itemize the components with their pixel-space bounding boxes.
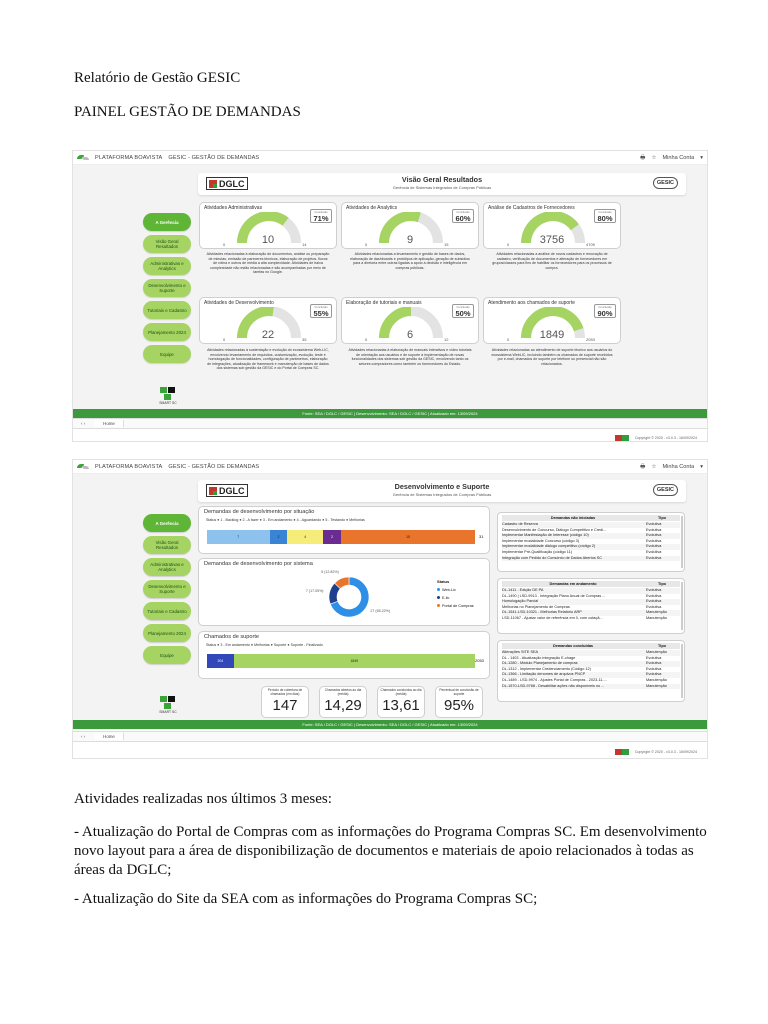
table-type-header[interactable]: Tipo <box>658 582 666 586</box>
dglc-logo: DGLC <box>206 484 248 497</box>
situacao-legend: Status ● 1 - Backlog ● 2 - A fazer ● 3 - Em andamento ● 4 - Aguardando ● 5 - Testando ● Melhorias <box>206 518 365 522</box>
gauge-percent-value: 60% <box>455 214 471 223</box>
table-cell-demand: Melhorias no Planejamento de Compras <box>502 604 570 609</box>
breadcrumb[interactable]: GESIC - GESTÃO DE DEMANDAS <box>168 154 260 161</box>
table-cell-demand: LSD-11067 - Ajustar valor de referência em 0, com cotaçã... <box>502 615 603 620</box>
table-cell-demand: Implementar Manifestação de Interesse (código 10) <box>502 533 589 538</box>
gauge-value: 9 <box>406 234 414 246</box>
gauge-min: 0 <box>223 337 226 342</box>
table-cell-type: Manutenção <box>646 650 667 654</box>
sidebar-item-visao-geral[interactable]: Visão Geral Resultados <box>143 235 191 253</box>
gauge-value: 22 <box>261 329 275 341</box>
table-cell-type: Evolutiva <box>646 604 662 609</box>
sidebar-item-desenvolvimento[interactable]: Desenvolvimento e Suporte <box>143 279 191 297</box>
gauge-title: Elaboração de tutoriais e manuais <box>346 300 422 306</box>
dashboard-subtitle: Gerência de Sistemas Integrados de Compras Públicas <box>392 185 492 190</box>
star-icon[interactable]: ☆ <box>651 154 657 161</box>
gauge-percent-label: Conclusão <box>314 210 328 214</box>
doc-title: Relatório de Gestão GESIC <box>74 70 241 86</box>
table-cell-type: Evolutiva <box>646 661 662 666</box>
dashboard-stage <box>73 474 707 730</box>
gauge-card <box>483 202 621 249</box>
table-title: Demandas concluídas <box>552 644 594 648</box>
table-cell-type: Evolutiva <box>646 593 662 598</box>
dashboard-stage <box>73 165 707 416</box>
footer-copyright: Copyright © 2020 - v3.0.3 - 16/09/2024 <box>615 435 697 441</box>
sidebar-item-administrativas[interactable]: Administrativas e Analytics <box>143 257 191 275</box>
gauge-description: Atividades relacionadas à elaboração de manuais interativos e vídeo tutoriais de orientação aos usuários e de suporte à implementação de novas funcionalidades dos sistemas sob gestão da GESIC, envolvendo tanto os setores compradores como também os fornecedores do Estado. <box>348 348 472 366</box>
sistema-title: Demandas de desenvolvimento por sistema <box>204 561 313 567</box>
table-body <box>498 522 684 561</box>
table-nao-iniciadas <box>497 512 685 572</box>
footer-copyright: Copyright © 2020 - v3.0.3 - 16/09/2024 <box>615 749 697 755</box>
kpi-percentual-value: 95% <box>443 696 475 714</box>
situacao-stacked-bar <box>207 530 475 544</box>
table-cell-demand: Cadastro de Reserva <box>502 522 538 526</box>
table-type-header[interactable]: Tipo <box>658 516 666 520</box>
gauge-percent-label: Conclusão <box>456 305 470 309</box>
chamados-card <box>198 631 490 679</box>
situacao-title: Demandas de desenvolvimento por situação <box>204 509 315 515</box>
smart-sc-label: SMART SC <box>159 401 177 405</box>
smart-sc-logo <box>157 387 179 405</box>
page-tabs <box>73 418 707 429</box>
bar-segment[interactable]: 2 <box>323 530 341 544</box>
table-body <box>498 650 684 689</box>
gauge-min: 0 <box>365 242 368 247</box>
chevron-down-icon[interactable]: ▾ <box>700 463 703 470</box>
dashboard-header <box>198 480 686 502</box>
smart-cube-icon <box>160 387 176 401</box>
tab-home[interactable]: Home <box>95 733 124 740</box>
sidebar-item-equipe[interactable]: Equipe <box>143 646 191 664</box>
gauge-max: 14 <box>302 242 307 247</box>
table-cell-type: Evolutiva <box>646 588 662 592</box>
dashboard-screenshot-2 <box>72 459 708 759</box>
gauge-max: 12 <box>444 337 449 342</box>
table-cell-demand: Homologação Parcial <box>502 599 539 604</box>
sidebar-item-tutoriais[interactable]: Tutoriais e Cadastro <box>143 602 191 620</box>
gauge-percent-box <box>310 209 332 223</box>
gauge-percent-value: 90% <box>597 309 613 318</box>
chamados-legend: Status ● 3 - Em andamento ● Melhorias ● Suporte ● Suporte - Finalizado <box>206 643 323 647</box>
dashboard-footer: Fonte: SEA / DGLC / GESIC | Desenvolvimento: SEA / DGLC / GESIC | Atualizado em: 13/09/2024 <box>73 409 707 418</box>
table-cell-type: Evolutiva <box>646 522 662 526</box>
sidebar-item-tutoriais[interactable]: Tutoriais e Cadastro <box>143 301 191 319</box>
platform-name[interactable]: PLATAFORMA BOAVISTA <box>95 154 163 161</box>
bar-segment[interactable]: 2 <box>270 530 288 544</box>
table-cell-type: Manutenção <box>646 610 667 615</box>
table-cell-type: Evolutiva <box>646 555 662 560</box>
gauge-percent-value: 55% <box>313 309 329 318</box>
dashboard-sidebar <box>143 514 191 668</box>
bar-segment[interactable]: 1849 <box>234 654 475 668</box>
table-type-header[interactable]: Tipo <box>658 644 666 648</box>
gauge-percent-label: Conclusão <box>598 210 612 214</box>
gauge-percent-box <box>452 209 474 223</box>
gauge-max: 4709 <box>586 242 595 247</box>
bar-segment[interactable]: 7 <box>207 530 270 544</box>
legend-item[interactable]: Web-Lic <box>437 586 474 594</box>
table-cell-type: Evolutiva <box>646 549 662 554</box>
gauge-title: Análise de Cadastros de Fornecedores <box>488 205 575 211</box>
situacao-total: 31 <box>479 534 484 539</box>
dglc-logo: DGLC <box>206 177 248 190</box>
table-cell-demand: DL-1280 - Módulo Planejamento de compras <box>502 661 578 666</box>
table-cell-type: Evolutiva <box>646 544 662 549</box>
table-cell-demand: DL-1490 | LSD-9913 - Integração Plano Anual de Compras ... <box>502 593 606 598</box>
table-cell-type: Evolutiva <box>646 666 662 671</box>
dashboard-footer: Fonte: SEA / DGLC / GESIC | Desenvolvimento: SEA / DGLC / GESIC | Atualizado em: 13/09/2024 <box>73 720 707 729</box>
gauge-card <box>341 202 479 249</box>
breadcrumb[interactable]: GESIC - GESTÃO DE DEMANDAS <box>168 463 260 470</box>
table-cell-demand: Implementar modalidade diálogo competitivo (código 2) <box>502 544 596 549</box>
situacao-card <box>198 506 490 554</box>
dashboard-title: Visão Geral Resultados <box>401 175 483 184</box>
table-cell-type: Evolutiva <box>646 538 662 543</box>
table-cell-type: Evolutiva <box>646 672 662 677</box>
sistema-legend-title: Status <box>437 579 450 584</box>
gauge-max: 2053 <box>586 337 595 342</box>
back-icon[interactable]: ‹ › <box>81 734 86 739</box>
chevron-down-icon[interactable]: ▾ <box>700 154 703 161</box>
platform-topbar <box>73 151 707 165</box>
table-cell-demand: Implementar Pré-Qualificação (código 11) <box>502 549 572 554</box>
donut-slice-label: 5 (12.82%) <box>321 570 339 575</box>
table-cell-demand: DL-1411 - Edição DE PA <box>502 588 544 592</box>
dashboard-subtitle: Gerência de Sistemas Integrados de Compras Públicas <box>392 492 492 497</box>
legend-dot-icon <box>437 596 440 599</box>
table-cell-type: Evolutiva <box>646 655 662 660</box>
table-title: Demandas em andamento <box>549 582 597 586</box>
legend-dot-icon <box>437 588 440 591</box>
gauge-title: Atividades de Analytics <box>346 205 398 211</box>
sidebar-item-desenvolvimento[interactable]: Desenvolvimento e Suporte <box>143 580 191 598</box>
gauge-min: 0 <box>223 242 226 247</box>
table-scrollbar[interactable] <box>681 644 683 698</box>
gauge-card <box>199 202 337 249</box>
table-cell-type: Manutenção <box>646 683 667 688</box>
gauge-card <box>341 297 479 344</box>
platform-logo-icon <box>77 154 89 161</box>
table-cell-type: Manutenção <box>646 615 667 620</box>
gauge-description: Atividades relacionadas a análise de novos cadastros e renovação de cadastro, verificação de documentos e alteração de fornecedores em grupos/classes para fins de habilitar os fornecedores para os processos de compra. <box>492 252 612 270</box>
table-cell-demand: DL-1366 - Limitação denomes de arquivos PNCP <box>502 672 586 677</box>
gauge-description: Atividades relacionadas à elaboração de documentos, análise ou preparação de minutas, emissão de pareceres técnicos, elaboração de projetos, fluxos de rotina e outros de média a alta complexidade. Atividades de baixa complexidade não estão relacionadas e são acompanhadas por meio de tarefas no Google. <box>206 252 330 275</box>
gauge-title: Atividades Administrativas <box>204 205 263 211</box>
gauge-percent-box <box>594 209 616 223</box>
table-cell-type: Manutenção <box>646 677 667 682</box>
sistema-legend <box>437 586 474 610</box>
gauge-percent-label: Conclusão <box>456 210 470 214</box>
doc-subtitle: PAINEL GESTÃO DE DEMANDAS <box>74 104 301 120</box>
kpi-cobertura-value: 147 <box>272 696 298 714</box>
account-menu[interactable]: Minha Conta <box>662 154 695 161</box>
gauge-description: Atividades relacionadas à sustentação e evolução do ecossistema Web-LIC, envolvendo levantamento de requisitos, customização, evolução, teste e homologação de funcionalidades, configuração de parâmetros, elaboração de integrações, atualização de framework e manutenção de bases de dados dos sistemas sob gestão da GESIC e do Portal de Compras SC. <box>207 348 329 371</box>
dashboard-title: Desenvolvimento e Suporte <box>394 482 490 491</box>
table-concluidas <box>497 640 685 702</box>
gesic-logo: GESIC <box>653 177 678 189</box>
gauge-value: 3756 <box>539 234 565 246</box>
table-cell-demand: Integração com Pedido do Consórcio de Dados Abertos SC <box>502 555 603 560</box>
gauge-percent-value: 50% <box>455 309 471 318</box>
gauge-percent-value: 80% <box>597 214 613 223</box>
print-icon[interactable]: 🖶 <box>640 154 646 161</box>
table-scrollbar[interactable] <box>681 516 683 568</box>
table-cell-type: Evolutiva <box>646 599 662 604</box>
gauge-card <box>483 297 621 344</box>
gauge-min: 0 <box>507 337 510 342</box>
table-body <box>498 588 684 622</box>
gauge-description: Atividades relacionadas a levantamento e gestão de bases de dados, elaboração de dashboards e protótipos de aplicação, geração de subsídios para a diretoria entre outras ligadas a apoio à decisão e inteligência em compras públicas. <box>350 252 470 270</box>
sidebar-item-equipe[interactable]: Equipe <box>143 345 191 363</box>
tab-home[interactable]: Home <box>95 420 124 427</box>
bar-segment[interactable]: 4 <box>287 530 323 544</box>
dashboard-sidebar <box>143 213 191 367</box>
dashboard-screenshot-1 <box>72 150 708 442</box>
sidebar-item-planejamento[interactable]: Planejamento 2024 <box>143 624 191 642</box>
kpi-percentual: Percentual de conclusão de suporte 95% <box>435 686 483 718</box>
activity-bullet-2: - Atualização do Site da SEA com as informações do Programa Compras SC; <box>74 891 538 907</box>
account-menu[interactable]: Minha Conta <box>662 463 695 470</box>
table-cell-demand: DL-1312 - Implementar Credenciamento (Código 12) <box>502 666 591 671</box>
sidebar-item-administrativas[interactable]: Administrativas e Analytics <box>143 558 191 576</box>
platform-logo-icon <box>77 463 89 470</box>
chamados-stacked-bar <box>207 654 475 668</box>
bar-segment[interactable]: 204 <box>207 654 234 668</box>
table-cell-demand: Implementar modalidade Concurso (código 3) <box>502 538 580 543</box>
gauge-max: 15 <box>444 242 449 247</box>
kpi-abertos: Chamados abertos ao dia (média) 14,29 <box>319 686 367 718</box>
table-row[interactable] <box>502 556 680 562</box>
sidebar-item-planejamento[interactable]: Planejamento 2024 <box>143 323 191 341</box>
table-cell-demand: Alterações SITE SEA <box>502 650 539 654</box>
table-scrollbar[interactable] <box>681 582 683 630</box>
legend-dot-icon <box>437 604 440 607</box>
table-title: Demandas não iniciadas <box>550 516 596 520</box>
table-header <box>502 515 680 521</box>
sidebar-item-gerencia[interactable]: A Gerência <box>143 514 191 532</box>
kpi-cobertura: Período de cobertura de chamados (em dias) 147 <box>261 686 309 718</box>
donut-slice-label: 7 (17.05%) <box>305 588 324 593</box>
table-cell-type: Evolutiva <box>646 533 662 538</box>
table-cell-demand: Desenvolvimento de Concurso, Diálogo Competitivo e Credi... <box>502 527 607 532</box>
smart-sc-logo <box>157 696 179 714</box>
table-em-andamento <box>497 578 685 634</box>
table-row[interactable] <box>502 616 680 622</box>
print-icon[interactable]: 🖶 <box>640 463 646 470</box>
table-header <box>502 581 680 587</box>
legend-item[interactable]: Portal de Compras <box>437 602 474 610</box>
smart-cube-icon <box>160 696 176 710</box>
state-seal-icon <box>615 749 629 755</box>
platform-topbar <box>73 460 707 474</box>
smart-sc-label: SMART SC <box>159 710 177 714</box>
table-cell-demand: DL-1541-LSD-10321 - Melhorias Relatório ARP <box>502 610 582 615</box>
dashboard-header <box>198 173 686 195</box>
gauge-value: 10 <box>261 234 275 246</box>
table-cell-demand: DL-1489 - LSD-9974 - Ajustes Portal de Compras - 2023-11-... <box>502 677 607 682</box>
kpi-abertos-value: 14,29 <box>324 696 362 714</box>
gauge-percent-label: Conclusão <box>598 305 612 309</box>
gauge-percent-label: Conclusão <box>314 305 328 309</box>
sidebar-item-visao-geral[interactable]: Visão Geral Resultados <box>143 536 191 554</box>
table-cell-demand: DL - 1403 - Atualização integração E-chage <box>502 655 576 660</box>
gauge-percent-box <box>452 304 474 318</box>
table-cell-type: Evolutiva <box>646 527 662 532</box>
legend-item[interactable]: E-lic <box>437 594 474 602</box>
platform-name[interactable]: PLATAFORMA BOAVISTA <box>95 463 163 470</box>
gauge-percent-box <box>594 304 616 318</box>
sistema-card <box>198 558 490 626</box>
chamados-title: Chamados de suporte <box>204 634 260 640</box>
gauge-value: 1849 <box>539 329 565 341</box>
donut-slice-label: 27 (65.22%) <box>370 608 390 613</box>
gauge-min: 0 <box>507 242 510 247</box>
gauge-title: Atividades de Desenvolvimento <box>204 300 274 306</box>
gauge-title: Atendimento aos chamados de suporte <box>488 300 575 306</box>
table-header <box>502 643 680 649</box>
bar-segment[interactable]: 15 <box>341 530 475 544</box>
activities-heading: Atividades realizadas nos últimos 3 meses: <box>74 791 332 807</box>
gauge-max: 35 <box>302 337 307 342</box>
chamados-total: 2053 <box>475 658 484 663</box>
gauge-min: 0 <box>365 337 368 342</box>
gesic-logo: GESIC <box>653 484 678 496</box>
back-icon[interactable]: ‹ › <box>81 421 86 426</box>
gauge-value: 6 <box>406 329 414 341</box>
activity-bullet-1: - Atualização do Portal de Compras com as informações do Programa Compras SC. Em desenvolvimento novo layout para a área de disponibilização de documentos e materiais de apoio relacionados à todas as áreas da DGLC; <box>74 824 707 878</box>
page-tabs <box>73 731 707 742</box>
state-seal-icon <box>615 435 629 441</box>
kpi-concluidos: Chamados concluídos ao dia (média) 13,61 <box>377 686 425 718</box>
star-icon[interactable]: ☆ <box>651 463 657 470</box>
table-row[interactable] <box>502 684 680 690</box>
sidebar-item-gerencia[interactable]: A Gerência <box>143 213 191 231</box>
gauge-percent-box <box>310 304 332 318</box>
sistema-donut-chart <box>249 567 449 627</box>
gauge-percent-value: 71% <box>313 214 329 223</box>
gauge-description: Atividades relacionadas ao atendimento de suporte técnico aos usuários do ecossistema WebLIC, incluindo também os chamados de suporte recebidos por e-mail, chamados de suporte por telefone ou presencial não são relacionados. <box>491 348 613 366</box>
table-cell-demand: DL-1570-LSD-9768 - Desabilitar ações não disponíveis no ... <box>502 683 605 688</box>
gauge-card <box>199 297 337 344</box>
kpi-concluidos-value: 13,61 <box>382 696 420 714</box>
